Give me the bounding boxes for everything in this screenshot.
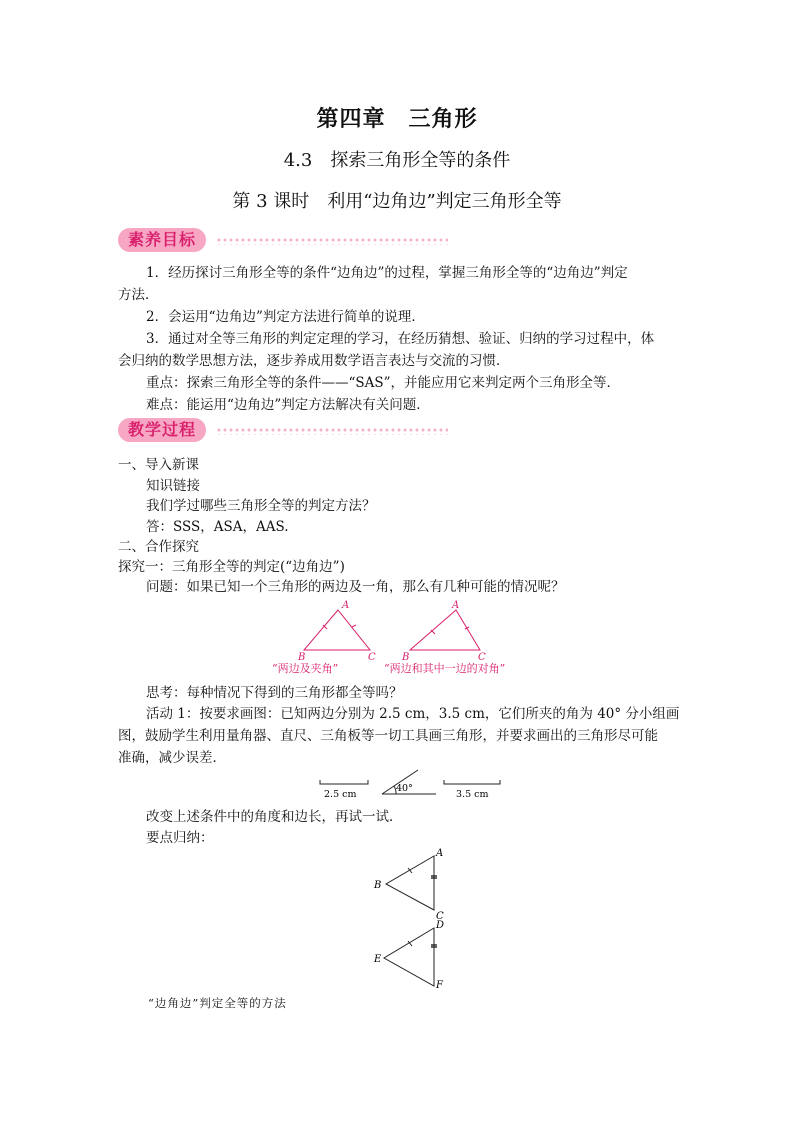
segment-2-label: 3.5 cm — [456, 789, 489, 800]
sas-caption: “边角边”判定全等的方法 — [148, 996, 287, 1010]
section-title: 4.3 探索三角形全等的条件 — [283, 150, 511, 171]
label-A: A — [436, 848, 444, 859]
knowledge-link: 知识链接 — [146, 478, 200, 494]
summary-heading: 要点归纳： — [146, 830, 214, 846]
label-F: F — [436, 980, 443, 991]
label-B: B — [374, 880, 382, 891]
goal-3-line-1: 3．通过对全等三角形的判定定理的学习，在经历猜想、验证、归纳的学习过程中，体 — [146, 331, 655, 347]
label-E: E — [374, 954, 382, 965]
goal-1-line-1: 1．经历探讨三角形全等的条件“边角边”的过程，掌握三角形全等的“边角边”判定 — [146, 265, 628, 281]
answer-1: 答：SSS，ASA，AAS. — [146, 519, 289, 535]
caption-opposite-angle: “两边和其中一边的对角” — [384, 662, 506, 675]
question-1: 我们学过哪些三角形全等的判定方法？ — [146, 498, 376, 514]
label-A: A — [342, 600, 350, 611]
label-C: C — [368, 652, 376, 663]
activity-line-3: 准确，减少误差． — [118, 750, 226, 766]
process-banner — [118, 418, 448, 444]
banner-dots — [216, 237, 448, 245]
triangle-abc — [386, 856, 434, 910]
goal-2: 2．会运用“边角边”判定方法进行简单的说理． — [146, 309, 425, 325]
goals-banner — [118, 228, 448, 254]
think-question: 思考：每种情况下得到的三角形都全等吗？ — [146, 685, 403, 701]
segment-2-5cm — [320, 780, 368, 784]
chapter-title: 第四章 三角形 — [316, 106, 478, 132]
triangle-included-angle — [304, 610, 370, 650]
process-banner-label: 教学过程 — [118, 418, 206, 442]
label-B: B — [298, 652, 306, 663]
tick-mark — [352, 625, 356, 627]
goals-banner-label: 素养目标 — [118, 228, 206, 252]
given-parts-figure — [310, 766, 510, 802]
sas-congruent-figure — [368, 846, 458, 992]
segment-3-5cm — [444, 780, 500, 784]
key-point: 重点：探索三角形全等的条件——“SAS”，并能应用它来判定两个三角形全等． — [146, 375, 621, 391]
goal-1-line-2: 方法． — [118, 287, 159, 303]
caption-included-angle: “两边及夹角” — [272, 662, 339, 675]
lesson-title: 第 3 课时 利用“边角边”判定三角形全等 — [232, 191, 562, 212]
triangle-opposite-angle — [410, 610, 480, 650]
angle-label: 40° — [396, 783, 413, 794]
label-C: C — [436, 911, 444, 922]
goal-3-line-2: 会归纳的数学思想方法，逐步养成用数学语言表达与交流的习惯． — [118, 353, 510, 369]
label-D: D — [436, 920, 445, 931]
explore-question: 问题：如果已知一个三角形的两边及一角，那么有几种可能的情况呢？ — [146, 579, 565, 595]
label-C: C — [478, 652, 486, 663]
difficult-point: 难点：能运用“边角边”判定方法解决有关问题． — [146, 397, 430, 413]
activity-line-2: 图，鼓励学生利用量角器、直尺、三角板等一切工具画三角形，并要求画出的三角形尽可能 — [118, 728, 658, 744]
label-B: B — [402, 652, 410, 663]
change-conditions: 改变上述条件中的角度和边长，再试一试． — [146, 809, 403, 825]
section-intro: 一、导入新课 — [118, 457, 199, 473]
section-explore: 二、合作探究 — [118, 539, 199, 555]
banner-dots — [216, 427, 448, 435]
explore-1: 探究一：三角形全等的判定(“边角边”) — [118, 559, 345, 575]
label-A: A — [452, 600, 460, 611]
triangle-def — [384, 928, 434, 986]
activity-line-1: 活动 1：按要求画图：已知两边分别为 2.5 cm，3.5 cm，它们所夹的角为 40° 分小组画 — [146, 706, 680, 722]
segment-1-label: 2.5 cm — [324, 789, 357, 800]
